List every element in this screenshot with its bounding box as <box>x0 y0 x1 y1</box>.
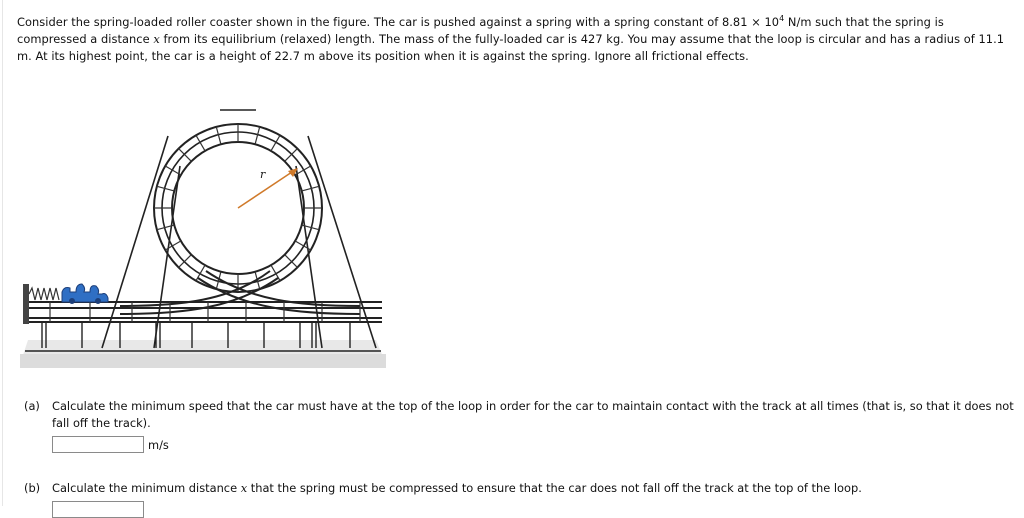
exponent: 4 <box>779 14 785 23</box>
roller-coaster-figure <box>20 96 386 372</box>
statement-part-1: Consider the spring-loaded roller coaster shown in the figure. The car is pushed against a spring with a spring constant of 8.81 × 10 <box>17 14 780 29</box>
part-a-letter: (a) <box>24 399 40 413</box>
part-b-answer-input[interactable] <box>52 501 144 518</box>
radius-arrow <box>238 168 298 208</box>
statement-part-2: N/m such that the spring is compressed a distance <box>17 14 944 46</box>
part-b-answer-row <box>52 501 144 518</box>
part-a-question: Calculate the minimum speed that the car must have at the top of the loop in order for the car to maintain contact with the track at all times (that is, so that it does not fall off the track). <box>52 399 1014 430</box>
part-b-question <box>52 480 1022 497</box>
part-b-question-end: that the spring must be compressed to ensure that the car does not fall off the track at the top of the loop. <box>247 481 862 495</box>
coaster-car <box>62 284 108 304</box>
radius-label: r <box>260 168 266 181</box>
part-a-answer-input[interactable] <box>52 436 144 453</box>
part-a-unit: m/s <box>148 437 169 452</box>
variable-x: x <box>153 31 160 46</box>
loop-support-legs <box>102 110 376 348</box>
left-border <box>2 0 3 506</box>
part-a-answer-row <box>52 436 169 453</box>
statement-part-3: from its equilibrium (relaxed) length. The mass of the fully-loaded car is 427 kg. You may assume that the loop is circular and has a radius of 11.1 m. At its highest point, the car is a height of 22.7 m above its position when it is against the spring. Ignore all frictional effects. <box>17 31 1005 63</box>
part-b-letter: (b) <box>24 481 41 495</box>
part-b-variable-x: x <box>240 481 248 495</box>
part-b-question-start: Calculate the minimum distance <box>52 481 241 495</box>
problem-statement <box>17 10 1017 65</box>
